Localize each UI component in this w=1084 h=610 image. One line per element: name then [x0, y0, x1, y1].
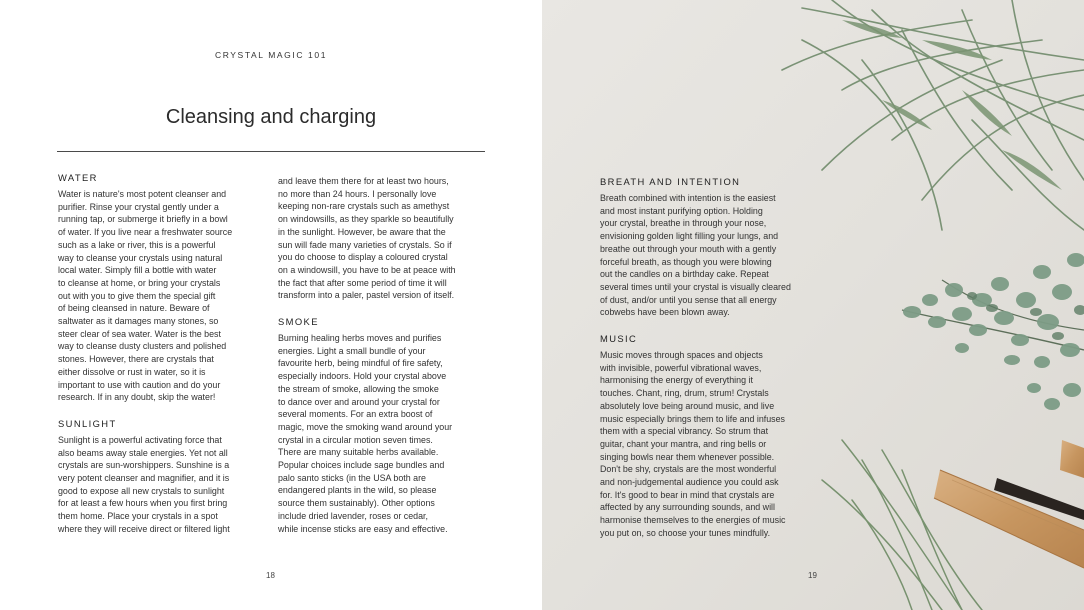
body-line: cobwebs have been blown away. [600, 307, 730, 318]
body-line: harmonise themselves to the energies of music [600, 515, 786, 526]
body-line: Sunlight is a powerful activating force that [58, 434, 222, 445]
body-line: no more than 24 hours. I personally love [278, 188, 437, 199]
section-body-water [58, 188, 258, 404]
body-line: to dance over and around your crystal for [278, 396, 440, 407]
body-line: you put on, so choose your tunes mindfully. [600, 527, 771, 538]
body-line: good to expose all new crystals to sunlight [58, 485, 225, 496]
section-body-breath [600, 192, 818, 319]
section-body-smoke [278, 332, 478, 535]
body-line: either dissolve or rust in water, so it is [58, 366, 206, 377]
body-line: them home. Place your crystals in a spot [58, 511, 218, 522]
body-line: and non-judgemental audience you could ask [600, 477, 779, 488]
body-line: for at least a few hours when you first bring [58, 498, 228, 509]
body-line: very potent cleanser and magnifier, and it is [58, 473, 230, 484]
section-heading-music: MUSIC [600, 333, 638, 345]
body-line: magic, move the smoking wand around your [278, 421, 453, 432]
body-line: breathe out through your mouth with a gently [600, 243, 777, 254]
body-line: saltwater as it damages many stones, so [58, 316, 219, 327]
body-line: for. It's good to bear in mind that crystals are [600, 489, 775, 500]
body-line: in the sunlight. However, be aware that the [278, 226, 446, 237]
body-line: crystals are sun-worshippers. Sunshine is a [58, 460, 230, 471]
body-line: Breath combined with intention is the easiest [600, 193, 776, 203]
body-line: include dried lavender, roses or cedar, [278, 510, 428, 521]
title-rule [57, 151, 485, 152]
body-line: forceful breath, as though you were blowing [600, 256, 772, 267]
body-line: with invisible, powerful vibrational waves, [600, 362, 762, 373]
body-line: energies. Light a small bundle of your [278, 345, 426, 356]
body-line: affected by any surrounding sounds, and will [600, 502, 775, 513]
body-line: several times until your crystal is visually cleared [600, 281, 791, 292]
section-heading-smoke: SMOKE [278, 316, 319, 328]
body-line: while incense sticks are easy and effective. [278, 523, 448, 534]
body-line: steer clear of sea water. Water is the best [58, 328, 221, 339]
page-number-left: 18 [266, 571, 275, 580]
body-line: local water. Simply fill a bottle with water [58, 265, 217, 276]
body-line: guitar, chant your mantra, and ring bells or [600, 438, 767, 449]
body-line: Popular choices include sage bundles and [278, 460, 445, 471]
left-column [58, 172, 258, 536]
body-line: the stream of smoke, allowing the smoke [278, 383, 439, 394]
body-line: several moments. For an extra boost of [278, 409, 433, 420]
body-line: the fact that after some period of time it will [278, 277, 447, 288]
body-line: Burning healing herbs moves and purifies [278, 333, 442, 344]
body-line: you do choose to display a coloured crystal [278, 252, 448, 263]
body-line: them with a special vibrancy. So strum that [600, 426, 769, 437]
body-line: important to use with caution and do your [58, 379, 221, 390]
body-line: on a windowsill, you have to be at peace with [278, 264, 456, 275]
body-line: and most instant purifying option. Holding [600, 205, 763, 216]
chapter-title: Cleansing and charging [165, 106, 377, 128]
body-line: and leave them there for at least two hours, [278, 176, 449, 186]
body-line: running tap, or submerge it briefly in a bowl [58, 214, 228, 225]
body-line: of being cleansed in nature. Beware of [58, 303, 210, 314]
body-line: keeping non-rare crystals such as amethyst [278, 201, 450, 212]
body-line: favourite herb, being mindful of fire safety, [278, 358, 443, 369]
running-head: CRYSTAL MAGIC 101 [214, 50, 328, 60]
body-line: singing bowls near them whenever possible. [600, 451, 775, 462]
body-line: music especially brings them to life and infuses [600, 413, 785, 424]
body-line: especially indoors. Hold your crystal above [278, 371, 447, 382]
body-line: transform into a paler, pastel version of itself. [278, 290, 455, 301]
body-line: out with you to give them the special gift [58, 290, 216, 301]
body-line: envisioning golden light filling your lungs, and [600, 231, 779, 242]
body-line: way to cleanse your crystals using natural [58, 252, 223, 263]
page-number-right: 19 [808, 571, 817, 580]
body-line: your crystal, breathe in through your nose, [600, 218, 767, 229]
body-line: to cleanse at home, or bring your crystals [58, 277, 221, 288]
body-line: There are many suitable herbs available. [278, 447, 439, 458]
body-line: also beams away stale energies. Yet not all [58, 447, 228, 458]
right-column [600, 176, 818, 540]
body-line: way to cleanse dusty clusters and polished [58, 341, 227, 352]
section-heading-water: WATER [58, 172, 98, 183]
body-line: Water is nature's most potent cleanser and [58, 189, 227, 199]
body-line: of water. If you live near a freshwater source [58, 227, 233, 238]
body-line: absolutely love being around music, and live [600, 400, 775, 411]
body-line: where they will receive direct or filtered light [58, 523, 230, 534]
body-line: of dust, and/or until you sense that all energy [600, 294, 777, 305]
body-line: stones. However, there are crystals that [58, 354, 214, 365]
body-line: such as a lake or river, this is a powerful [58, 239, 216, 250]
right-page [542, 0, 1084, 610]
body-line: palo santo sticks (in the USA both are [278, 472, 426, 483]
body-line: Music moves through spaces and objects [600, 350, 763, 361]
body-line: crystal in a circular motion seven times. [278, 434, 433, 445]
body-line: harmonising the energy of everything it [600, 375, 753, 386]
section-heading-sunlight: SUNLIGHT [58, 417, 117, 429]
body-line: source them sustainably). Other options [278, 498, 435, 509]
body-line: touches. Chant, ring, drum, strum! Crystals [600, 388, 769, 399]
body-line: Don't be shy, crystals are the most wonderful [600, 464, 777, 475]
middle-column [278, 175, 478, 535]
body-line: out the candles on a birthday cake. Repeat [600, 269, 769, 280]
body-line: sun will fade many varieties of crystals. So if [278, 239, 452, 250]
body-line: endangered plants in the wild, so please [278, 485, 437, 496]
body-line: on windowsills, as they sparkle so beautifully [278, 214, 454, 225]
body-line: purifier. Rinse your crystal gently under a [58, 201, 219, 212]
section-heading-breath: BREATH AND INTENTION [600, 176, 741, 187]
body-line: research. If in any doubt, skip the water! [58, 392, 216, 403]
section-body-sunlight [58, 434, 258, 536]
section-body-sunlight-continued [278, 175, 478, 302]
section-body-music [600, 349, 818, 540]
